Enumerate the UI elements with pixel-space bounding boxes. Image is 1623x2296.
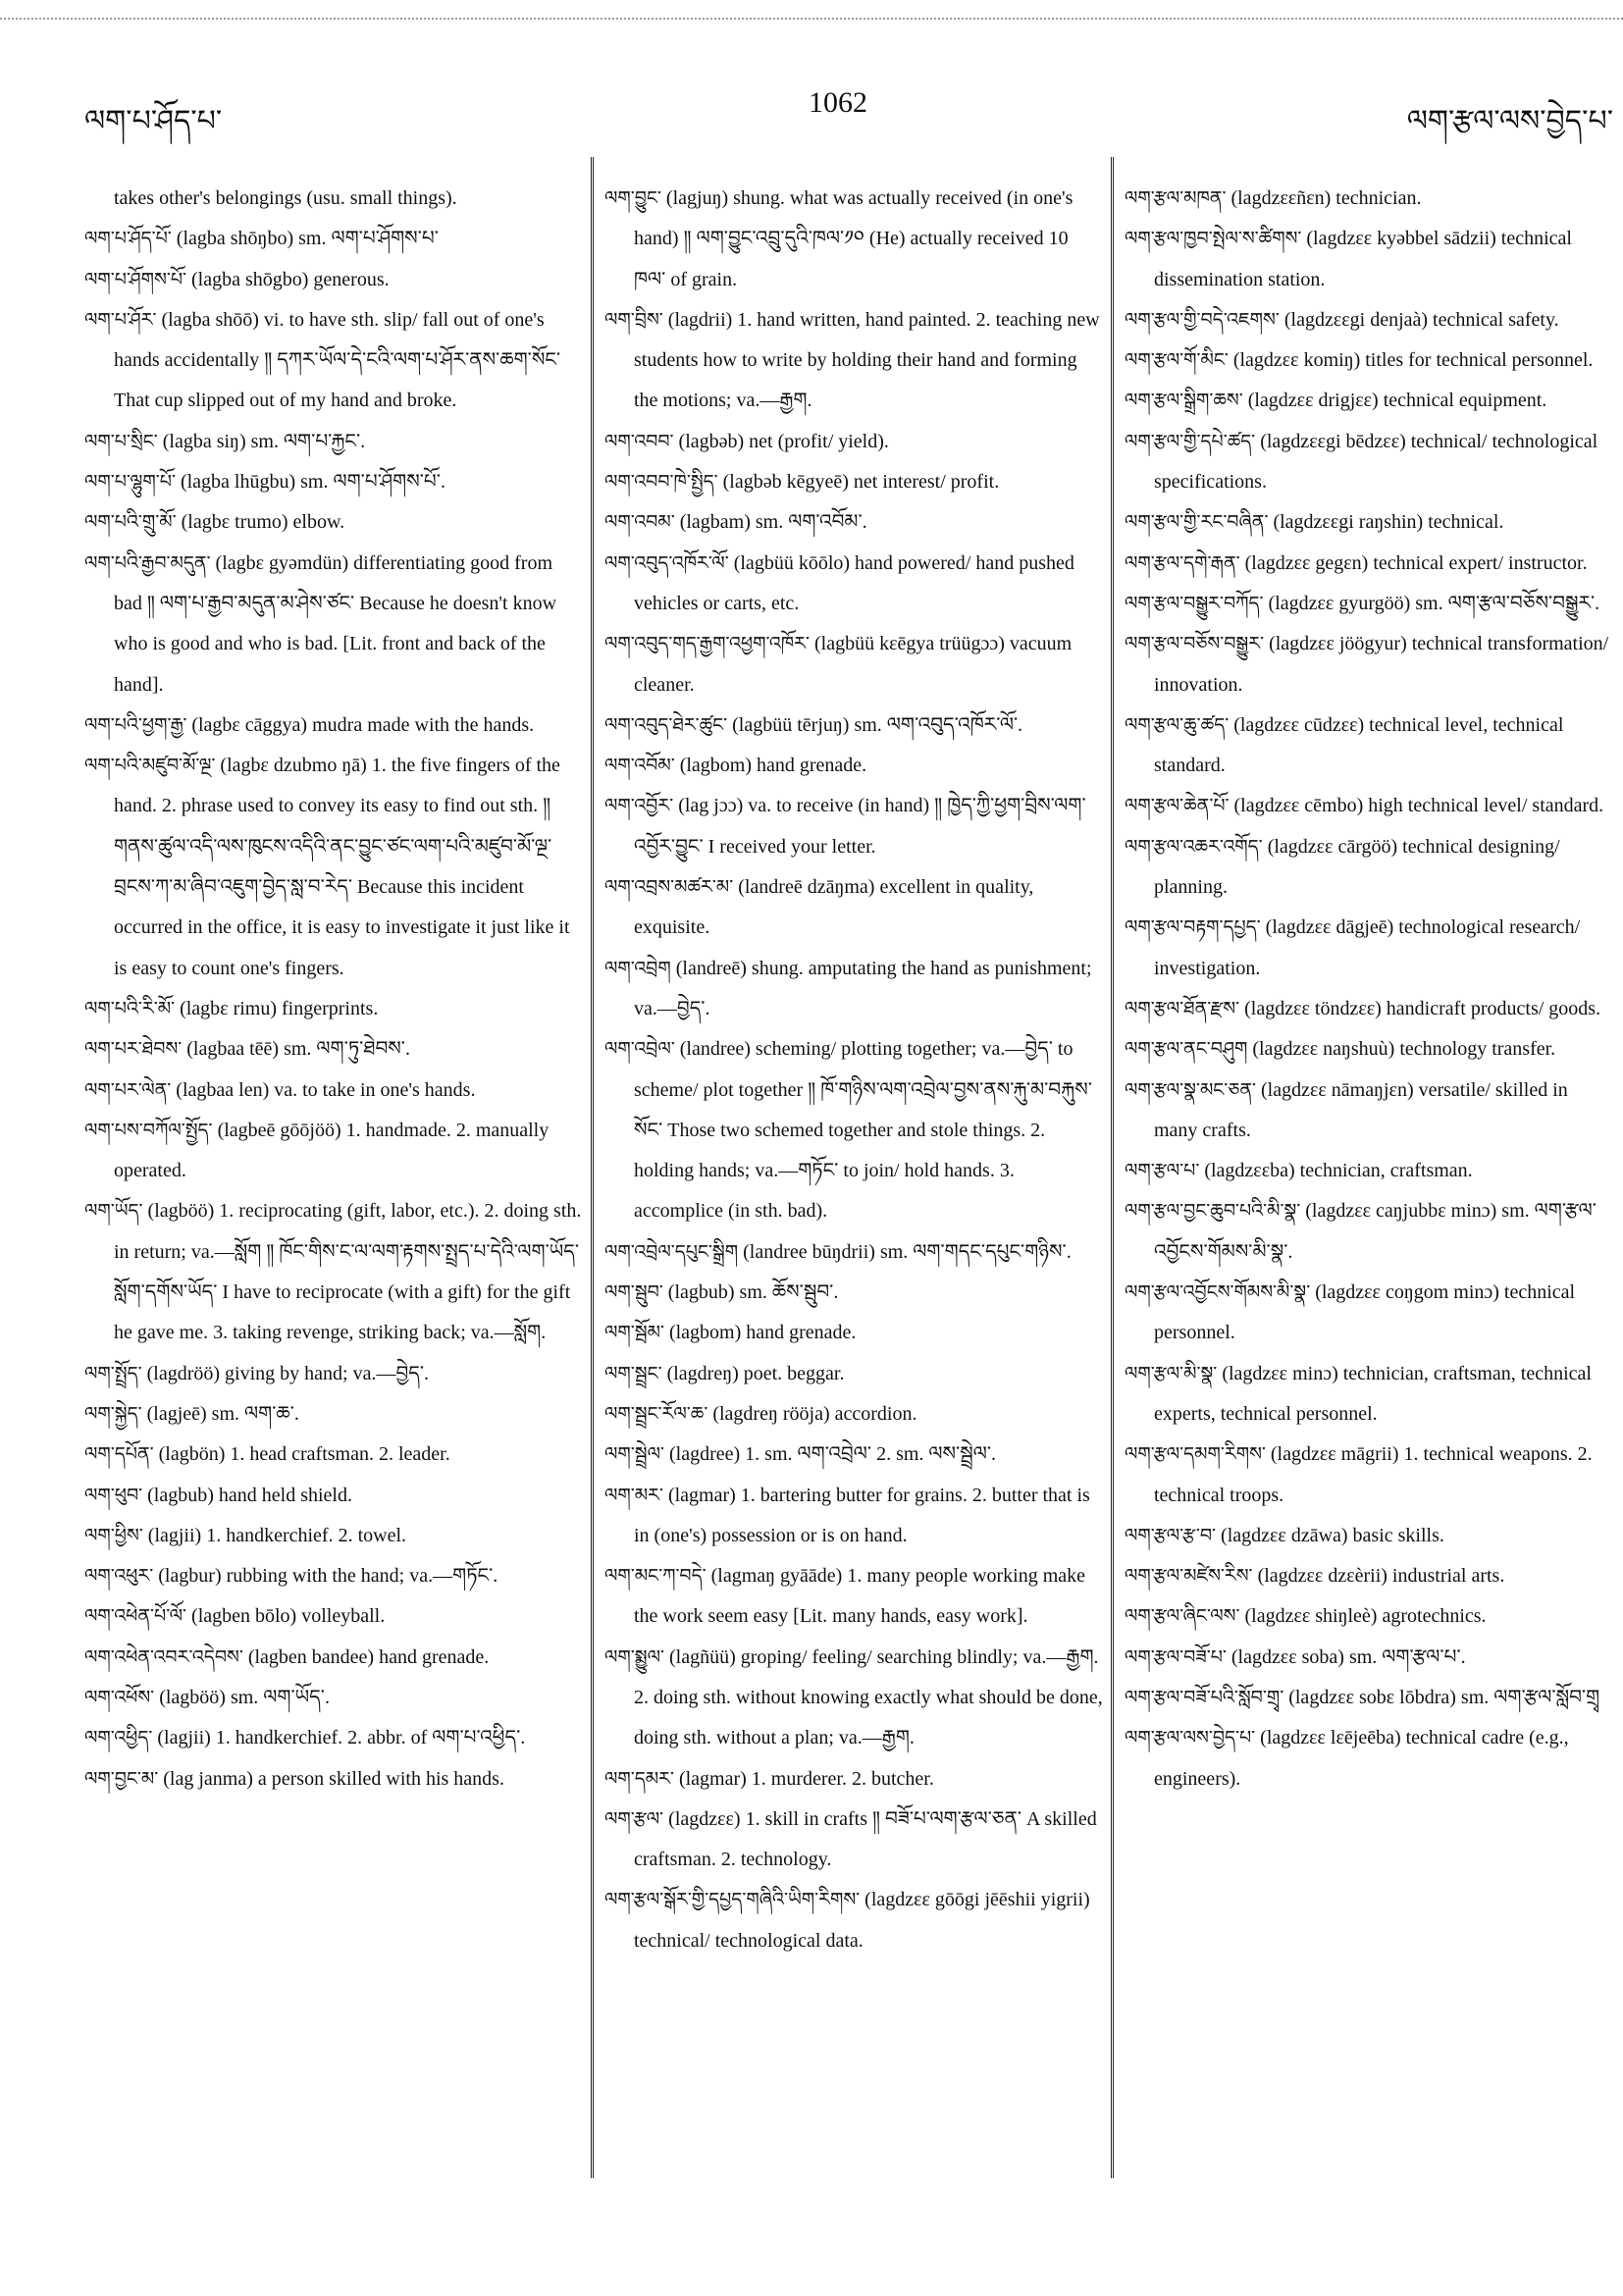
entry-definition: (lag jɔɔ) va. to receive (in hand) ༎ ཁྱེད་ཀྱི་ཕྱག་བྲིས་ལག་འབྱོར་བྱུང་ I received your letter. — [634, 795, 1086, 858]
entry-definition: (lagba lhūgbu) sm. ལག་པ་ཤོགས་པོ་. — [180, 471, 445, 494]
dictionary-entry — [84, 1435, 583, 1475]
entry-headword: ལག་འབོམ་ — [604, 755, 675, 777]
entry-headword: ལག་པའི་རི་མོ་ — [84, 997, 176, 1019]
entry-headword: ལག་རྩལ་ལས་བྱེད་པ་ — [1125, 1727, 1256, 1749]
entry-headword: ལག་ཕྱིས་ — [84, 1524, 143, 1546]
dictionary-entry — [604, 746, 1103, 786]
entry-headword: ལག་ཕུབ་ — [84, 1484, 143, 1506]
scan-edge — [0, 0, 1623, 20]
dictionary-entry — [84, 544, 583, 705]
entry-definition: (lagdreŋ) poet. beggar. — [666, 1362, 845, 1384]
column-rule — [1111, 157, 1114, 2178]
page-number: 1062 — [809, 86, 867, 119]
entry-definition: (lagbɛ dzubmo ŋā) 1. the five fingers of the hand. 2. phrase used to convey its easy to find out sth. ༎ གནས་ཚུལ་འདི་ལས་ཁུངས་འདིའི་ནང་བྱུང་ཙང་ལག་པའི་མཛུབ་མོ་ལྔ་བྲངས་ཀ་མ་ཞིབ་འཇུག་བྱེད་སླ་བ་རེད་ Because this incident occurred in the office, it is easy to investigate it just like it is easy to count one's fingers. — [114, 755, 570, 979]
entry-headword: ལག་རྩལ་གྱི་བདེ་འཇགས་ — [1125, 308, 1280, 331]
dictionary-entry — [604, 949, 1103, 1030]
entry-headword: ལག་འབུད་ཐེར་ཚུང་ — [604, 713, 728, 736]
dictionary-entry — [84, 260, 583, 300]
dictionary-entry — [604, 1638, 1103, 1759]
dictionary-entry — [1125, 1354, 1615, 1435]
dictionary-entry — [604, 544, 1103, 625]
dictionary-entry — [1125, 786, 1615, 826]
entry-headword: ལག་འབྲེལ་ — [604, 1038, 675, 1061]
dictionary-entry — [604, 1880, 1103, 1961]
dictionary-entry — [1125, 827, 1615, 909]
entry-definition: (lagmar) 1. bartering butter for grains. 2. butter that is in (one's) possession or is on hand. — [634, 1484, 1090, 1546]
entry-headword: ལག་རྩལ་གྱི་རང་བཞིན་ — [1125, 511, 1269, 534]
dictionary-entry — [1125, 381, 1615, 421]
entry-headword: ལག་སྦྲང་རོལ་ཆ་ — [604, 1402, 708, 1425]
entry-headword: ལག་པ་སྲིང་ — [84, 430, 158, 452]
entry-definition: (lagdzɛɛ gegɛn) technical expert/ instructor. — [1244, 551, 1588, 574]
dictionary-entry — [1125, 1191, 1615, 1273]
entry-headword: ལག་པས་བཀོལ་སྤྱོད་ — [84, 1119, 213, 1141]
entry-definition: (landreē) shung. amputating the hand as punishment; va.—བྱེད་. — [634, 957, 1092, 1019]
dictionary-entry — [604, 1759, 1103, 1800]
dictionary-entry — [84, 422, 583, 462]
dictionary-entry — [604, 1556, 1103, 1638]
entry-definition: (lagbəb) net (profit/ yield). — [678, 430, 889, 452]
entry-headword: ལག་འཕེན་པོ་ལོ་ — [84, 1605, 187, 1628]
entry-definition: (lagdzɛɛ māgrii) 1. technical weapons. 2. technical troops. — [1154, 1443, 1593, 1506]
dictionary-entry — [84, 502, 583, 543]
entry-definition: (lagdzɛɛgi raŋshin) technical. — [1273, 511, 1504, 534]
entry-headword: ལག་འབམ་ — [604, 511, 675, 534]
dictionary-column-1 — [84, 179, 583, 2190]
entry-headword: ལག་རྩལ་ཁྱབ་སྤེལ་ས་ཚིགས་ — [1125, 228, 1302, 250]
entry-definition: (lagba shōō) vi. to have sth. slip/ fall out of one's hands accidentally ༎ དཀར་ཡོལ་དེ་ངའི་ལག་པ་ཤོར་ནས་ཆག་སོང་ That cup slipped out of my hand and broke. — [114, 308, 561, 412]
entry-definition: (lagdzɛɛ komiŋ) titles for technical personnel. — [1232, 349, 1594, 372]
entry-headword: ལག་རྩལ་ཆུ་ཚད་ — [1125, 713, 1230, 736]
dictionary-entry — [1125, 624, 1615, 705]
entry-definition: (lagdzɛɛ naŋshuù) technology transfer. — [1252, 1038, 1556, 1061]
entry-headword: ལག་འབུད་གད་རྒྱག་འཕྱག་འཁོར་ — [604, 633, 810, 655]
dictionary-entry — [604, 300, 1103, 422]
entry-headword: ལག་རྩལ་འབྱོངས་གོམས་མི་སྣ་ — [1125, 1281, 1311, 1304]
entry-definition: (lagdzɛɛ cūdzɛɛ) technical level, technical standard. — [1154, 713, 1564, 777]
entry-definition: (lagdzɛɛ cārgöö) technical designing/ planning. — [1154, 835, 1560, 899]
entry-headword: ལག་བྱང་མ་ — [84, 1767, 159, 1790]
entry-definition: (lagbom) hand grenade. — [679, 755, 867, 777]
entry-headword: ལག་རྩལ་གྱི་དཔེ་ཚད་ — [1125, 430, 1256, 452]
entry-definition: (lagdree) 1. sm. ལག་འབྲེལ་ 2. sm. ལས་སྦྲེལ་. — [669, 1443, 997, 1466]
dictionary-entry — [604, 624, 1103, 705]
entry-definition: (lagjii) 1. handkerchief. 2. abbr. of ལག་པ་འཕྱིད་. — [157, 1727, 526, 1749]
dictionary-entry — [604, 1800, 1103, 1881]
dictionary-entry — [604, 1354, 1103, 1394]
entry-definition: (lagdzɛɛ shiŋleè) agrotechnics. — [1244, 1605, 1487, 1628]
dictionary-entry — [604, 502, 1103, 543]
entry-definition: (lagdzɛɛ dzɛèrii) industrial arts. — [1257, 1565, 1505, 1588]
dictionary-entry — [1125, 179, 1615, 219]
dictionary-entry — [84, 1516, 583, 1556]
entry-headword: ལག་པར་ཐེབས་ — [84, 1038, 183, 1061]
dictionary-entry — [604, 786, 1103, 867]
entry-headword: ལག་སྐྱེད་ — [84, 1402, 142, 1425]
entry-headword: ལག་དཔོན་ — [84, 1443, 154, 1466]
entry-headword: ལག་འབུད་འཁོར་ལོ་ — [604, 551, 729, 574]
dictionary-entry — [1125, 1151, 1615, 1191]
dictionary-entry — [1125, 502, 1615, 543]
dictionary-entry — [1125, 1435, 1615, 1516]
entry-definition: (lagdzɛɛ lɛējeēba) technical cadre (e.g., engineers). — [1154, 1727, 1569, 1790]
entry-definition: (lagba siŋ) sm. ལག་པ་རྐྱང་. — [162, 430, 366, 452]
entry-headword: ལག་འཕུར་ — [84, 1565, 154, 1588]
dictionary-entry — [84, 1394, 583, 1435]
entry-headword: ལག་བྲིས་ — [604, 308, 663, 331]
entry-headword: ལག་པ་ཤོད་པོ་ — [84, 228, 172, 250]
dictionary-entry — [604, 462, 1103, 502]
entry-definition: (lagmaŋ gyāāde) 1. many people working make the work seem easy [Lit. many hands, easy work]. — [634, 1565, 1086, 1628]
dictionary-entry — [84, 1556, 583, 1596]
entry-definition: (lagböö) sm. ལག་ཡོད་. — [159, 1686, 330, 1708]
entry-headword: ལག་འབྲེག — [604, 957, 671, 979]
entry-headword: ལག་པ་ལྷུག་པོ་ — [84, 471, 176, 494]
entry-definition: (lagñüü) groping/ feeling/ searching blindly; va.—རྒྱག. 2. doing sth. without knowing exactly what should be done, doing sth. without a plan; va.—རྒྱག. — [634, 1645, 1103, 1749]
dictionary-entry — [84, 1718, 583, 1758]
entry-headword: ལག་རྩལ་བྱང་ཆུབ་པའི་མི་སྣ་ — [1125, 1200, 1301, 1223]
entry-headword: ལག་རྩལ་ཞིང་ལས་ — [1125, 1605, 1240, 1628]
dictionary-entry — [84, 1029, 583, 1070]
entry-headword: ལག་རྩལ་ཐོན་རྫས་ — [1125, 997, 1240, 1019]
entry-definition: (lag janma) a person skilled with his hands. — [163, 1767, 504, 1790]
dictionary-entry — [1125, 584, 1615, 624]
entry-headword: ལག་འབྲས་མཚར་མ་ — [604, 876, 734, 899]
entry-headword: ལག་རྩལ་ཆེན་པོ་ — [1125, 795, 1230, 817]
entry-definition: (lagdzɛɛ caŋjubbɛ minɔ) sm. ལག་རྩལ་འབྱོངས་གོམས་མི་སྣ་. — [1154, 1200, 1597, 1263]
entry-definition: (lagböö) 1. reciprocating (gift, labor, etc.). 2. doing sth. in return; va.—སློག ༎ ཁོང་གིས་ང་ལ་ལག་རྟགས་སྤྲད་པ་དེའི་ལག་ཡོད་སློག་དགོས་ཡོད་ I have to reciprocate (with a gift) for the gift he gave me. 3. taking revenge, striking back; va.—སློག. — [114, 1200, 582, 1344]
entry-headword: ལག་རྩལ་བསྒྱུར་བཀོད་ — [1125, 592, 1264, 614]
entry-definition: (lagdreŋ rööja) accordion. — [712, 1402, 917, 1425]
dictionary-entry — [604, 1476, 1103, 1557]
entry-definition: (lagbom) hand grenade. — [668, 1322, 857, 1344]
dictionary-entry — [604, 1029, 1103, 1231]
entry-headword: ལག་པ་ཤོགས་པོ་ — [84, 268, 186, 290]
entry-definition: (lagbɛ trumo) elbow. — [181, 511, 345, 534]
entry-definition: (lagbüü kōōlo) hand powered/ hand pushed vehicles or carts, etc. — [634, 551, 1074, 614]
dictionary-entry — [604, 1273, 1103, 1313]
entry-definition: (lagdzɛɛ dzāwa) basic skills. — [1221, 1524, 1444, 1546]
entry-definition: (lagdzɛɛñɛn) technician. — [1230, 187, 1422, 209]
entry-headword: ལག་མར་ — [604, 1484, 663, 1506]
entry-definition: (lagmar) 1. murderer. 2. butcher. — [678, 1767, 934, 1790]
entry-headword: ལག་འཕེན་འབར་འདེབས་ — [84, 1645, 243, 1668]
entry-definition: (lagben bandee) hand grenade. — [247, 1645, 490, 1668]
dictionary-entry — [84, 746, 583, 989]
running-head-right: ལག་རྩལ་ལས་བྱེད་པ་ — [1406, 104, 1613, 138]
entry-headword: ལག་འབྱོར་ — [604, 795, 674, 817]
dictionary-entry — [84, 300, 583, 422]
entry-definition: (lagbɛ cāggya) mudra made with the hands. — [191, 713, 535, 736]
dictionary-entry — [1125, 1638, 1615, 1678]
dictionary-entry — [84, 1678, 583, 1718]
dictionary-entry — [84, 1191, 583, 1353]
dictionary-entry — [604, 179, 1103, 300]
dictionary-entry — [84, 1638, 583, 1678]
dictionary-entry — [1125, 1029, 1615, 1070]
entry-definition: (lagdzɛɛgi bēdzɛɛ) technical/ technological specifications. — [1154, 430, 1598, 494]
entry-headword: ལག་འབབ་ — [604, 430, 674, 452]
entry-definition: (lagbub) hand held shield. — [147, 1484, 352, 1506]
entry-headword: ལག་སྦུབ་ — [604, 1281, 663, 1304]
dictionary-entry — [84, 462, 583, 502]
entry-headword: ལག་སྦོམ་ — [604, 1322, 664, 1344]
entry-headword: ལག་སྤྲོད་ — [84, 1362, 142, 1384]
entry-definition: (lagdzɛɛ drigjɛɛ) technical equipment. — [1247, 390, 1547, 412]
entry-definition: takes other's belongings (usu. small things). — [114, 187, 457, 209]
dictionary-entry — [1125, 1556, 1615, 1596]
dictionary-entry — [84, 219, 583, 259]
entry-definition: (lagbaa tēē) sm. ལག་ཏུ་ཐེབས་. — [186, 1038, 410, 1061]
entry-headword: ལག་རྩལ་མཛེས་རིས་ — [1125, 1565, 1253, 1588]
dictionary-entry — [1125, 705, 1615, 787]
entry-headword: ལག་རྩལ་ནང་བཤུག — [1125, 1038, 1248, 1061]
entry-definition: (lagbəb kēgyeē) net interest/ profit. — [722, 471, 1000, 494]
entry-definition: (lagben bōlo) volleyball. — [191, 1605, 386, 1628]
entry-definition: (lagbeē gōōjöö) 1. handmade. 2. manually operated. — [114, 1119, 550, 1182]
dictionary-entry — [1125, 1273, 1615, 1354]
entry-definition: (lagdzɛɛ sobɛ lōbdra) sm. ལག་རྩལ་སློབ་གྲྭ — [1288, 1686, 1600, 1708]
dictionary-entry — [604, 1313, 1103, 1353]
entry-definition: (lagbön) 1. head craftsman. 2. leader. — [158, 1443, 450, 1466]
entry-definition: (lagjeē) sm. ལག་ཆ་. — [146, 1402, 299, 1425]
dictionary-entry — [604, 867, 1103, 949]
entry-headword: ལག་རྩལ་བཅོས་བསྒྱུར་ — [1125, 633, 1265, 655]
dictionary-entry — [1125, 908, 1615, 989]
entry-definition: (lagdzɛɛba) technician, craftsman. — [1204, 1160, 1473, 1182]
entry-definition: (lagdzɛɛ) 1. skill in crafts ༎ བཟོ་པ་ལག་རྩལ་ཅན་ A skilled craftsman. 2. technology. — [634, 1807, 1097, 1871]
entry-headword: ལག་རྩལ་བརྟག་དཔྱད་ — [1125, 916, 1261, 939]
entry-headword: ལག་རྩལ་དགེ་རྒན་ — [1125, 551, 1240, 574]
entry-definition: (lagdzɛɛ gōōgi jēēshii yigrii) technical/ technological data. — [634, 1889, 1090, 1952]
entry-definition: (lagbüü tērjuŋ) sm. ལག་འབུད་འཁོར་ལོ་. — [732, 713, 1023, 736]
entry-definition: (lagdzɛɛ dāgjeē) technological research/ investigation. — [1154, 916, 1581, 979]
entry-headword: ལག་བྱུང་ — [604, 187, 661, 209]
entry-definition: (lagbɛ rimu) fingerprints. — [180, 997, 379, 1019]
dictionary-entry — [84, 1596, 583, 1637]
entry-definition: (lagdzɛɛ gyurgöö) sm. ལག་རྩལ་བཅོས་བསྒྱུར་. — [1268, 592, 1600, 614]
entry-definition: (landreē dzāŋma) excellent in quality, exquisite. — [634, 876, 1034, 939]
entry-headword: ལག་པའི་མཛུབ་མོ་ལྔ་ — [84, 755, 216, 777]
entry-headword: ལག་རྩལ་ — [604, 1807, 664, 1830]
entry-definition: (lagdzɛɛgi denjaà) technical safety. — [1283, 308, 1559, 331]
entry-definition: (lagba shōgbo) generous. — [191, 268, 390, 290]
entry-definition: (lagdzɛɛ soba) sm. ལག་རྩལ་པ་. — [1230, 1645, 1466, 1668]
entry-definition: (landree) scheming/ plotting together; va.—བྱེད་ to scheme/ plot together ༎ ཁོ་གཉིས་ལག་འབྲེལ་བྱས་ནས་རྐུ་མ་བརྐུས་སོང་ Those two schemed together and stole things. 2. holding hands; va.—གཏོང་ to join/ hold hands. 3. accomplice (in sth. bad). — [634, 1038, 1092, 1223]
dictionary-entry — [604, 1394, 1103, 1435]
dictionary-entry — [1125, 1678, 1615, 1718]
entry-headword: ལག་རྩལ་མཁན་ — [1125, 187, 1227, 209]
dictionary-entry — [84, 989, 583, 1029]
entry-definition: (lagdzɛɛ töndzɛɛ) handicraft products/ goods. — [1244, 997, 1601, 1019]
dictionary-column-2 — [604, 179, 1103, 2190]
entry-definition: (lagdzɛɛ jöögyur) technical transformation/ innovation. — [1154, 633, 1609, 696]
dictionary-entry — [1125, 989, 1615, 1029]
dictionary-entry — [1125, 422, 1615, 503]
column-rule — [591, 157, 594, 2178]
dictionary-column-3 — [1125, 179, 1615, 2190]
dictionary-entry — [84, 1070, 583, 1111]
dictionary-entry — [84, 179, 583, 219]
entry-definition: (lagdzɛɛ minɔ) technician, craftsman, technical experts, technical personnel. — [1154, 1362, 1592, 1425]
entry-headword: ལག་རྩལ་པ་ — [1125, 1160, 1200, 1182]
entry-headword: ལག་སྦྲེལ་ — [604, 1443, 665, 1466]
entry-definition: (lagdzɛɛ cēmbo) high technical level/ standard. — [1233, 795, 1604, 817]
entry-headword: ལག་པ་ཤོར་ — [84, 308, 157, 331]
entry-definition: (lagdzɛɛ nāmaŋjɛn) versatile/ skilled in many crafts. — [1154, 1078, 1568, 1141]
entry-headword: ལག་ཡོད་ — [84, 1200, 143, 1223]
entry-headword: ལག་མང་ཀ་བདེ་ — [604, 1565, 707, 1588]
entry-headword: ལག་རྩལ་འཆར་འགོད་ — [1125, 835, 1263, 858]
dictionary-entry — [84, 1759, 583, 1800]
dictionary-entry — [604, 1232, 1103, 1273]
entry-definition: (lagbam) sm. ལག་འབོམ་. — [679, 511, 867, 534]
dictionary-entry — [604, 705, 1103, 746]
entry-headword: ལག་རྩལ་སྣ་མང་ཅན་ — [1125, 1078, 1257, 1101]
dictionary-entry — [1125, 300, 1615, 340]
entry-headword: ལག་རྩལ་བཟོ་པའི་སློབ་གྲྭ་ — [1125, 1686, 1284, 1708]
entry-definition: (lagdzɛɛ coŋgom minɔ) technical personnel. — [1154, 1281, 1576, 1344]
entry-headword: ལག་རྩལ་སྒྲིག་ཆས་ — [1125, 390, 1243, 412]
entry-definition: (lagbur) rubbing with the hand; va.—གཏོང་. — [158, 1565, 498, 1588]
dictionary-entry — [1125, 340, 1615, 381]
entry-headword: ལག་པའི་རྒྱབ་མདུན་ — [84, 551, 211, 574]
dictionary-entry — [84, 1111, 583, 1192]
dictionary-entry — [1125, 219, 1615, 300]
page-header — [84, 78, 1615, 138]
dictionary-entry — [1125, 1516, 1615, 1556]
entry-headword: ལག་པའི་ཕྱག་རྒྱ་ — [84, 713, 187, 736]
entry-definition: (lagdröö) giving by hand; va.—བྱེད་. — [146, 1362, 430, 1384]
dictionary-entry — [84, 1354, 583, 1394]
entry-headword: ལག་དམར་ — [604, 1767, 674, 1790]
entry-headword: ལག་རྩལ་མི་སྣ་ — [1125, 1362, 1218, 1384]
dictionary-entry — [1125, 1718, 1615, 1800]
entry-headword: ལག་པར་ལེན་ — [84, 1078, 172, 1101]
entry-definition: (lagbaa len) va. to take in one's hands. — [176, 1078, 476, 1101]
entry-definition: (lagjii) 1. handkerchief. 2. towel. — [147, 1524, 407, 1546]
entry-headword: ལག་འཕྱིད་ — [84, 1727, 153, 1749]
entry-definition: (lagbɛ gyəmdün) differentiating good from bad ༎ ལག་པ་རྒྱབ་མདུན་མ་ཤེས་ཙང་ Because he doesn't know who is good and who is bad. [Lit. front and back of the hand]. — [114, 551, 557, 696]
entry-headword: ལག་པའི་གྲུ་མོ་ — [84, 511, 177, 534]
dictionary-entry — [604, 422, 1103, 462]
dictionary-entry — [84, 705, 583, 746]
entry-headword: ལག་འབབ་ཁེ་སྤྱིད་ — [604, 471, 718, 494]
entry-headword: ལག་སྨྱུལ་ — [604, 1645, 665, 1668]
entry-definition: (lagjuŋ) shung. what was actually received (in one's hand) ༎ ལག་བྱུང་འབྲུ་དུའི་ཁལ་༡༠ (He) actually received 10 ཁལ་ of grain. — [634, 187, 1073, 290]
dictionary-entry — [1125, 544, 1615, 584]
entry-definition: (lagbüü kɛēgya trüügɔɔ) vacuum cleaner. — [634, 633, 1073, 696]
entry-headword: ལག་རྩལ་རྩ་བ་ — [1125, 1524, 1217, 1546]
entry-headword: ལག་སྦྲང་ — [604, 1362, 662, 1384]
dictionary-entry — [604, 1435, 1103, 1475]
entry-headword: ལག་རྩལ་གོ་མིང་ — [1125, 349, 1229, 372]
entry-definition: (lagdzɛɛ kyəbbel sādzii) technical dissemination station. — [1154, 228, 1572, 290]
entry-headword: ལག་འབྲེལ་དཔུང་སྒྲིག — [604, 1240, 739, 1263]
entry-definition: (lagba shōŋbo) sm. ལག་པ་ཤོགས་པ་ — [176, 228, 439, 250]
entry-definition: (lagdrii) 1. hand written, hand painted. 2. teaching new students how to write by holding their hand and forming the motions; va.—རྒྱག. — [634, 308, 1100, 412]
dictionary-entry — [1125, 1070, 1615, 1152]
entry-headword: ལག་འཕོས་ — [84, 1686, 155, 1708]
entry-headword: ལག་རྩལ་སྒོར་གྱི་དཔྱད་གཞིའི་ཡིག་རིགས་ — [604, 1889, 861, 1911]
entry-definition: (lagbub) sm. ཆོས་སྦུབ་. — [667, 1281, 839, 1304]
entry-definition: (landree būŋdrii) sm. ལག་གདང་དཔུང་གཉིས་. — [743, 1240, 1072, 1263]
running-head-left: ལག་པ་ཤོད་པ་ — [84, 104, 223, 138]
entry-headword: ལག་རྩལ་དམག་རིགས་ — [1125, 1443, 1266, 1466]
dictionary-entry — [1125, 1596, 1615, 1637]
dictionary-entry — [84, 1476, 583, 1516]
entry-headword: ལག་རྩལ་བཟོ་པ་ — [1125, 1645, 1227, 1668]
